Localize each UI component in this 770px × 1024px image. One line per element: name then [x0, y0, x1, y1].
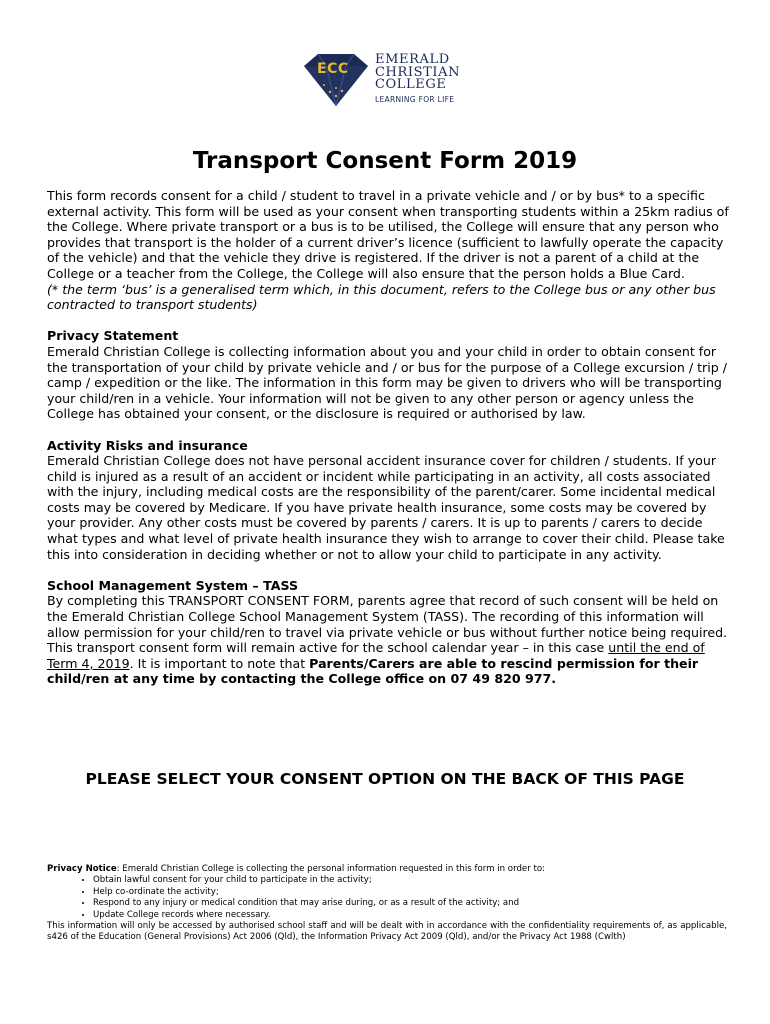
list-item: • Update College records where necessary. — [93, 910, 727, 921]
bus-footnote: (* the term ‘bus’ is a generalised term which, in this document, refers to the College bus or any other bus contracted to transport students) — [47, 281, 716, 313]
logo-name-line3: COLLEGE — [375, 77, 447, 92]
privacy-notice — [47, 864, 727, 944]
logo-name-line2: CHRISTIAN — [375, 64, 461, 80]
page-title: Transport Consent Form 2019 — [192, 148, 578, 174]
logo-badge-text: ECC — [317, 61, 349, 77]
privacy-notice-label: Privacy Notice — [47, 864, 117, 874]
rescind-permission-note: Parents/Carers are able to rescind permission for their child/ren at any time by contacting the College office on 07 49 820 977. — [47, 655, 699, 687]
intro-paragraph: This form records consent for a child / student to travel in a private vehicle and / or by bus* to a specific external activity. This form will be used as your consent when transporting students within a 25km radius of the College. Where private transport or a bus is to be utilised, the College will ensure that any person who provides that transport is the holder of a current driver’s licence (sufficient to lawfully operate the capacity of the vehicle) and that the vehicle they drive is registered. If the driver is not a parent of a child at the College or a teacher from the College, the College will also ensure that the person holds a Blue Card. — [47, 188, 729, 281]
privacy-notice-intro: : Emerald Christian College is collecting the personal information requested in this form in order to: — [116, 864, 545, 874]
tass-body-mid: . It is important to note that — [129, 655, 310, 671]
privacy-statement-heading: Privacy Statement — [47, 328, 179, 344]
consent-deadline: until the end of Term 4, 2019 — [47, 640, 705, 671]
list-item: • Help co-ordinate the activity; — [93, 887, 727, 898]
logo-wordmark — [375, 54, 460, 104]
tass-body-start: By completing this TRANSPORT CONSENT FORM, parents agree that record of such consent will be held on the Emerald Christian College School Management System (TASS). The recording of this information will allow permission for your child/ren to travel via private vehicle or bus without further notice being required. This transport consent form will remain active for the school calendar year – in this case — [47, 593, 728, 656]
privacy-statement-body: Emerald Christian College is collecting information about you and your child in order to obtain consent for the transportation of your child by private vehicle and / or bus for the purpose of a College excursion / trip / camp / expedition or the like. The information in this form may be given to drivers who will be transporting your child/ren in a vehicle. Your information will not be given to any other person or agency unless the College has obtained your consent, or the disclosure is required or authorised by law. — [47, 343, 727, 422]
logo-name-line1: EMERALD — [375, 52, 450, 67]
activity-risks-body: Emerald Christian College does not have personal accident insurance cover for children / students. If your child is injured as a result of an accident or incident while participating in an activity, all costs associated with the injury, including medical costs are the responsibility of the parent/carer. Some incidental medical costs may be covered by Medicare. If you have private health insurance, some costs may be covered by your provider. Any other costs must be covered by parents / carers. It is up to parents / carers to decide what types and what level of private health insurance they wish to arrange to cover their child. Please take this into consideration in deciding whether or not to allow your child to participate in any activity. — [47, 453, 725, 562]
tass-body — [47, 593, 737, 687]
college-logo — [300, 52, 475, 108]
activity-risks-heading: Activity Risks and insurance — [47, 437, 248, 453]
privacy-notice-list — [47, 875, 727, 921]
tass-heading: School Management System – TASS — [47, 577, 299, 593]
logo-tagline: LEARNING FOR LIFE — [375, 94, 455, 104]
list-item: • Respond to any injury or medical condition that may arise during, or as a result of the activity; and — [93, 898, 727, 909]
list-item: • Obtain lawful consent for your child to participate in the activity; — [93, 875, 727, 886]
privacy-notice-closing: This information will only be accessed by authorised school staff and will be dealt with in accordance with the confidentiality requirements of, as applicable, s426 of the Education (General Provisions) Act 2006 (Qld), the Information Privacy Act 2009 (Qld), and/or the Privacy Act 1988 (Cwlth) — [47, 921, 727, 943]
select-consent-notice: PLEASE SELECT YOUR CONSENT OPTION ON THE BACK OF THIS PAGE — [85, 770, 685, 788]
form-body — [47, 188, 737, 687]
